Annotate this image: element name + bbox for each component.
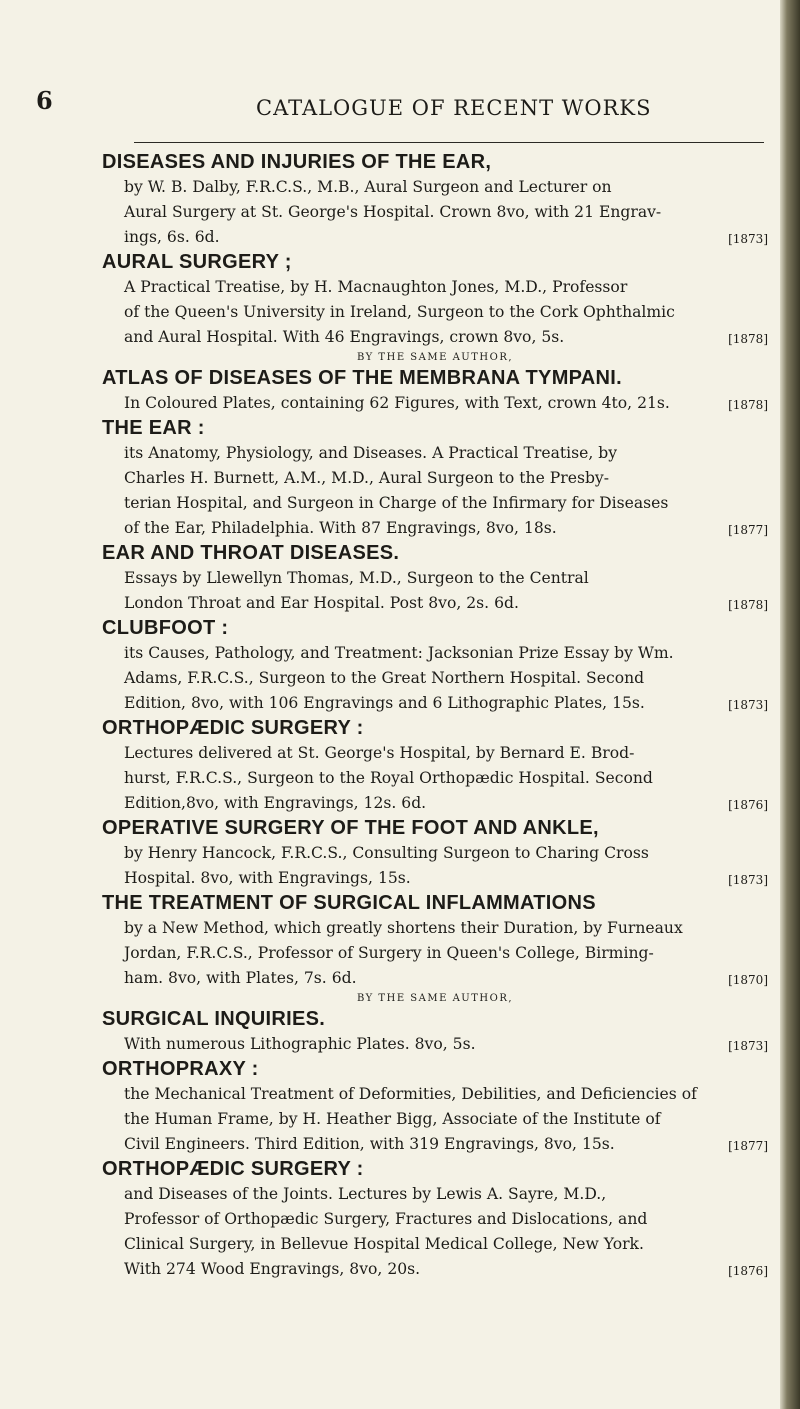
page-number: 6 xyxy=(36,86,53,115)
entry-line: Adams, F.R.C.S., Surgeon to the Great Northern Hospital. Second xyxy=(124,669,645,687)
entry-line: Professor of Orthopædic Surgery, Fractures and Dislocations, and xyxy=(124,1210,648,1228)
entry-title: CLUBFOOT : xyxy=(102,617,229,639)
catalogue-entry xyxy=(102,366,768,416)
entry-line: of the Queen's University in Ireland, Surgeon to the Cork Ophthalmic xyxy=(124,303,675,321)
catalogue-entry xyxy=(102,150,768,250)
catalogue-entry xyxy=(102,416,768,541)
entry-title: DISEASES AND INJURIES OF THE EAR, xyxy=(102,151,492,173)
entry-title: OPERATIVE SURGERY OF THE FOOT AND ANKLE, xyxy=(102,817,599,839)
entry-line: Jordan, F.R.C.S., Professor of Surgery in Queen's College, Birming- xyxy=(124,944,654,962)
entry-year: [1873] xyxy=(728,1039,768,1053)
catalogue-entry xyxy=(102,1157,768,1282)
running-head: CATALOGUE OF RECENT WORKS xyxy=(256,96,652,120)
catalogue-entry xyxy=(102,1057,768,1157)
entry-line: ham. 8vo, with Plates, 7s. 6d. xyxy=(124,969,357,987)
entry-description xyxy=(102,175,768,250)
entry-line: of the Ear, Philadelphia. With 87 Engravings, 8vo, 18s. xyxy=(124,519,557,537)
entry-line: and Diseases of the Joints. Lectures by Lewis A. Sayre, M.D., xyxy=(124,1185,607,1203)
entry-line: Essays by Llewellyn Thomas, M.D., Surgeon to the Central xyxy=(124,569,589,587)
entry-year: [1877] xyxy=(728,523,768,537)
entry-line: Clinical Surgery, in Bellevue Hospital Medical College, New York. xyxy=(124,1235,644,1253)
entry-title: ORTHOPÆDIC SURGERY : xyxy=(102,1158,364,1180)
entry-line: Edition,8vo, with Engravings, 12s. 6d. xyxy=(124,794,427,812)
entry-line: Hospital. 8vo, with Engravings, 15s. xyxy=(124,869,411,887)
by-same-author-note: BY THE SAME AUTHOR, xyxy=(356,993,514,1004)
entry-year: [1873] xyxy=(728,873,768,887)
entry-line: the Mechanical Treatment of Deformities, Debilities, and Deficiencies of xyxy=(124,1085,697,1103)
entry-description xyxy=(102,1032,768,1057)
entry-line: Lectures delivered at St. George's Hospital, by Bernard E. Brod- xyxy=(124,744,635,762)
page-edge xyxy=(780,0,800,1409)
header-rule xyxy=(134,142,764,143)
catalogue-entry xyxy=(102,716,768,816)
entry-line: by Henry Hancock, F.R.C.S., Consulting Surgeon to Charing Cross xyxy=(124,844,649,862)
entry-year: [1878] xyxy=(728,398,768,412)
entry-year: [1873] xyxy=(728,232,768,246)
catalogue-entry xyxy=(102,891,768,1008)
entry-line: the Human Frame, by H. Heather Bigg, Associate of the Institute of xyxy=(124,1110,661,1128)
entry-line: With numerous Lithographic Plates. 8vo, 5s. xyxy=(124,1035,476,1053)
entry-title: THE TREATMENT OF SURGICAL INFLAMMATIONS xyxy=(102,892,596,914)
catalogue-entry xyxy=(102,541,768,616)
entry-line: and Aural Hospital. With 46 Engravings, crown 8vo, 5s. xyxy=(124,328,565,346)
entry-year: [1870] xyxy=(728,973,768,987)
entry-year: [1876] xyxy=(728,1264,768,1278)
entry-description xyxy=(102,1082,768,1157)
catalogue-entry xyxy=(102,1007,768,1057)
entry-line: With 274 Wood Engravings, 8vo, 20s. xyxy=(124,1260,421,1278)
entry-line: by W. B. Dalby, F.R.C.S., M.B., Aural Surgeon and Lecturer on xyxy=(124,178,612,196)
entry-description xyxy=(102,916,768,991)
entry-description xyxy=(102,841,768,891)
entry-line: hurst, F.R.C.S., Surgeon to the Royal Orthopædic Hospital. Second xyxy=(124,769,653,787)
catalogue-list xyxy=(102,150,768,1282)
entry-year: [1878] xyxy=(728,332,768,346)
entry-line: London Throat and Ear Hospital. Post 8vo, 2s. 6d. xyxy=(124,594,519,612)
entry-description xyxy=(102,441,768,541)
entry-description xyxy=(102,566,768,616)
entry-year: [1876] xyxy=(728,798,768,812)
entry-title: EAR AND THROAT DISEASES. xyxy=(102,542,400,564)
entry-line: In Coloured Plates, containing 62 Figures, with Text, crown 4to, 21s. xyxy=(124,394,670,412)
entry-line: Aural Surgery at St. George's Hospital. Crown 8vo, with 21 Engrav- xyxy=(124,203,662,221)
entry-line: ings, 6s. 6d. xyxy=(124,228,220,246)
entry-line: Charles H. Burnett, A.M., M.D., Aural Surgeon to the Presby- xyxy=(124,469,610,487)
entry-line: A Practical Treatise, by H. Macnaughton Jones, M.D., Professor xyxy=(124,278,628,296)
entry-line: terian Hospital, and Surgeon in Charge of the Infirmary for Diseases xyxy=(124,494,669,512)
entry-year: [1877] xyxy=(728,1139,768,1153)
entry-title: ORTHOPÆDIC SURGERY : xyxy=(102,717,364,739)
entry-line: its Causes, Pathology, and Treatment: Jacksonian Prize Essay by Wm. xyxy=(124,644,674,662)
catalogue-entry xyxy=(102,816,768,891)
entry-line: Civil Engineers. Third Edition, with 319 Engravings, 8vo, 15s. xyxy=(124,1135,615,1153)
entry-title: ORTHOPRAXY : xyxy=(102,1058,259,1080)
entry-line: Edition, 8vo, with 106 Engravings and 6 Lithographic Plates, 15s. xyxy=(124,694,645,712)
entry-description xyxy=(102,275,768,350)
entry-year: [1878] xyxy=(728,598,768,612)
entry-description xyxy=(102,741,768,816)
entry-line: by a New Method, which greatly shortens their Duration, by Furneaux xyxy=(124,919,683,937)
entry-title: THE EAR : xyxy=(102,417,205,439)
entry-description xyxy=(102,1182,768,1282)
catalogue-entry xyxy=(102,616,768,716)
entry-line: its Anatomy, Physiology, and Diseases. A Practical Treatise, by xyxy=(124,444,618,462)
entry-year: [1873] xyxy=(728,698,768,712)
entry-description xyxy=(102,641,768,716)
entry-description xyxy=(102,391,768,416)
by-same-author-note: BY THE SAME AUTHOR, xyxy=(356,352,514,363)
entry-title: AURAL SURGERY ; xyxy=(102,251,292,273)
catalogue-entry xyxy=(102,250,768,367)
entry-title: ATLAS OF DISEASES OF THE MEMBRANA TYMPANI. xyxy=(102,367,623,389)
entry-title: SURGICAL INQUIRIES. xyxy=(102,1008,326,1030)
